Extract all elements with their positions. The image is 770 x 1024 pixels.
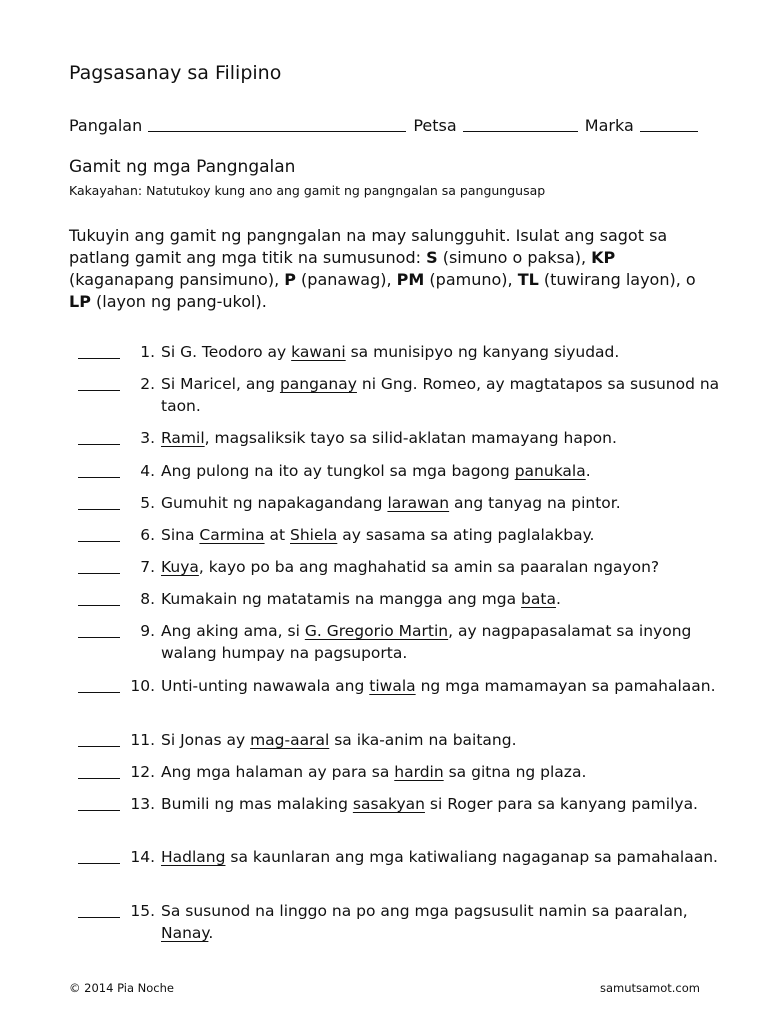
item-sentence bbox=[161, 620, 721, 664]
sentence-text: Bumili ng mas malaking bbox=[161, 795, 353, 813]
skill-description: Kakayahan: Natutukoy kung ano ang gamit ng pangngalan sa pangungusap bbox=[69, 183, 546, 198]
item-number: 1. bbox=[140, 343, 155, 361]
answer-blank[interactable] bbox=[78, 427, 120, 445]
answer-blank[interactable] bbox=[78, 556, 120, 574]
item-number: 12. bbox=[130, 763, 155, 781]
sentence-text: sa ika-anim na baitang. bbox=[329, 731, 517, 749]
header-fields bbox=[69, 114, 700, 135]
item-sentence bbox=[161, 588, 721, 610]
sentence-text: , kayo po ba ang maghahatid sa amin sa paaralan ngayon? bbox=[198, 558, 660, 576]
underlined-noun: panukala bbox=[514, 462, 586, 480]
underlined-noun: hardin bbox=[394, 763, 444, 781]
item-number: 7. bbox=[140, 558, 155, 576]
answer-blank[interactable] bbox=[78, 524, 120, 542]
item-sentence bbox=[161, 556, 721, 578]
sentence-text: . bbox=[585, 462, 591, 480]
item-number: 15. bbox=[130, 902, 155, 920]
sentence-text: ng mga mamamayan sa pamahalaan. bbox=[415, 677, 716, 695]
sentence-text: Sina bbox=[161, 526, 200, 544]
sentence-text: ang tanyag na pintor. bbox=[449, 494, 621, 512]
answer-blank[interactable] bbox=[78, 492, 120, 510]
underlined-noun: G. Gregorio Martin bbox=[304, 622, 449, 640]
underlined-noun: Hadlang bbox=[161, 848, 226, 866]
underlined-noun: Carmina bbox=[199, 526, 265, 544]
underlined-noun: Kuya bbox=[161, 558, 199, 576]
sentence-text: sa kaunlaran ang mga katiwaliang nagaganap sa pamahalaan. bbox=[225, 848, 718, 866]
sentence-text: Unti-unting nawawala ang bbox=[161, 677, 370, 695]
sentence-text: Si G. Teodoro ay bbox=[161, 343, 292, 361]
item-sentence bbox=[161, 373, 721, 417]
code-tl-text: (tuwirang layon), o bbox=[538, 270, 696, 289]
code-kp: KP bbox=[591, 248, 616, 267]
sentence-text: sa munisipyo ng kanyang siyudad. bbox=[345, 343, 620, 361]
code-s: S bbox=[426, 248, 438, 267]
name-label: Pangalan bbox=[69, 116, 143, 135]
item-sentence bbox=[161, 460, 721, 482]
sentence-text: Si Jonas ay bbox=[161, 731, 251, 749]
answer-blank[interactable] bbox=[78, 460, 120, 478]
answer-blank[interactable] bbox=[78, 373, 120, 391]
code-s-text: (simuno o paksa), bbox=[437, 248, 592, 267]
date-label: Petsa bbox=[413, 116, 457, 135]
answer-blank[interactable] bbox=[78, 620, 120, 638]
sentence-text: at bbox=[264, 526, 290, 544]
item-sentence bbox=[161, 761, 721, 783]
item-number: 13. bbox=[130, 795, 155, 813]
underlined-noun: Nanay bbox=[161, 924, 209, 942]
underlined-noun: Shiela bbox=[290, 526, 338, 544]
item-number: 11. bbox=[130, 731, 155, 749]
item-number: 6. bbox=[140, 526, 155, 544]
sentence-text: sa gitna ng plaza. bbox=[443, 763, 587, 781]
item-number: 2. bbox=[140, 375, 155, 393]
item-number: 14. bbox=[130, 848, 155, 866]
item-sentence bbox=[161, 675, 721, 697]
item-sentence bbox=[161, 524, 721, 546]
section-title: Gamit ng mga Pangngalan bbox=[69, 157, 296, 177]
answer-blank[interactable] bbox=[78, 729, 120, 747]
code-pm: PM bbox=[396, 270, 425, 289]
code-p-text: (panawag), bbox=[295, 270, 397, 289]
item-sentence bbox=[161, 341, 721, 363]
item-sentence bbox=[161, 900, 721, 944]
underlined-noun: mag-aaral bbox=[250, 731, 330, 749]
underlined-noun: larawan bbox=[387, 494, 450, 512]
sentence-text: Si Maricel, ang bbox=[161, 375, 280, 393]
page-title: Pagsasanay sa Filipino bbox=[69, 62, 282, 84]
site-url: samutsamot.com bbox=[599, 981, 700, 995]
underlined-noun: Ramil bbox=[161, 429, 205, 447]
date-blank[interactable] bbox=[463, 114, 578, 132]
score-label: Marka bbox=[584, 116, 634, 135]
sentence-text: Sa susunod na linggo na po ang mga pagsusulit namin sa paaralan, bbox=[161, 902, 688, 920]
answer-blank[interactable] bbox=[78, 588, 120, 606]
underlined-noun: panganay bbox=[279, 375, 357, 393]
item-sentence bbox=[161, 793, 721, 815]
underlined-noun: bata bbox=[521, 590, 556, 608]
item-number: 8. bbox=[140, 590, 155, 608]
sentence-text: . bbox=[555, 590, 561, 608]
instructions bbox=[69, 225, 719, 313]
underlined-noun: kawani bbox=[291, 343, 346, 361]
answer-blank[interactable] bbox=[78, 846, 120, 864]
copyright: © 2014 Pia Noche bbox=[69, 981, 174, 995]
answer-blank[interactable] bbox=[78, 341, 120, 359]
item-number: 5. bbox=[140, 494, 155, 512]
code-lp: LP bbox=[69, 292, 91, 311]
sentence-text: , ay nagpapasalamat sa inyong walang humpay na pagsuporta. bbox=[161, 622, 692, 662]
instructions-text: Tukuyin ang gamit ng pangngalan na may salungguhit. Isulat ang sagot sa patlang gamit ang mga titik na sumusunod: bbox=[69, 226, 668, 267]
sentence-text: , magsaliksik tayo sa silid-aklatan mamayang hapon. bbox=[204, 429, 617, 447]
item-number: 10. bbox=[130, 677, 155, 695]
sentence-text: Ang aking ama, si bbox=[161, 622, 305, 640]
sentence-text: Kumakain ng matatamis na mangga ang mga bbox=[161, 590, 522, 608]
answer-blank[interactable] bbox=[78, 675, 120, 693]
item-number: 4. bbox=[140, 462, 155, 480]
item-number: 3. bbox=[140, 429, 155, 447]
sentence-text: . bbox=[208, 924, 214, 942]
score-blank[interactable] bbox=[640, 114, 698, 132]
name-blank[interactable] bbox=[148, 114, 406, 132]
item-sentence bbox=[161, 729, 721, 751]
item-number: 9. bbox=[140, 622, 155, 640]
code-tl: TL bbox=[517, 270, 539, 289]
sentence-text: Ang mga halaman ay para sa bbox=[161, 763, 395, 781]
sentence-text: ni Gng. Romeo, ay magtatapos sa susunod na taon. bbox=[161, 375, 720, 415]
code-pm-text: (pamuno), bbox=[424, 270, 518, 289]
answer-blank[interactable] bbox=[78, 761, 120, 779]
code-lp-text: (layon ng pang-ukol). bbox=[90, 292, 267, 311]
item-sentence bbox=[161, 427, 721, 449]
answer-blank[interactable] bbox=[78, 900, 120, 918]
answer-blank[interactable] bbox=[78, 793, 120, 811]
underlined-noun: sasakyan bbox=[352, 795, 425, 813]
sentence-text: Gumuhit ng napakagandang bbox=[161, 494, 388, 512]
code-kp-text: (kaganapang pansimuno), bbox=[69, 270, 285, 289]
underlined-noun: tiwala bbox=[369, 677, 416, 695]
item-sentence bbox=[161, 846, 721, 868]
sentence-text: ay sasama sa ating paglalakbay. bbox=[337, 526, 595, 544]
sentence-text: si Roger para sa kanyang pamilya. bbox=[424, 795, 698, 813]
sentence-text: Ang pulong na ito ay tungkol sa mga bagong bbox=[161, 462, 515, 480]
item-sentence bbox=[161, 492, 721, 514]
code-p: P bbox=[284, 270, 296, 289]
